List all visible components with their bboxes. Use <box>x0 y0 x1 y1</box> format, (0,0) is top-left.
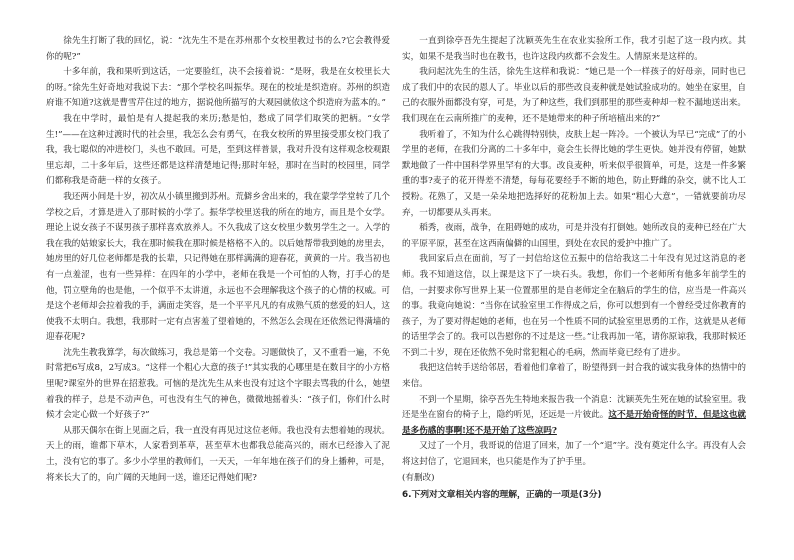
paragraph: 我问起沈先生的生活，徐先生这样和我说：“她已是一个一样孩子的好母亲，同时也已成了我们中的农民的恩人了。毕业以后的那些改良麦种就是她试验成功的。她坐在家里，自己的衣服外面都没有穿，可是，为了种这些，我们到那里的那些麦种却一粒不漏地送出来。我们现在在云南所推广的麦种，还不是她带来的种子所培植出来的?” <box>402 67 746 124</box>
left-column <box>46 34 390 486</box>
paragraph: 十多年前，我和果听到这话，一定要脸红，决不会接着说：“是呀，我是在女校里长大的呀。”徐先生好奇地对我说下去：“那个学校名叫振华。现在的校址是织造府。苏州的织造府谁不知道?这就是曹雪芹住过的地方，据说他所描写的大观园就依这个织造府为蓝本的。” <box>46 67 390 109</box>
paragraph: 我在中学时，最怕是有人提起我的来历;愁是怕，愁成了同学们取笑的把柄。“女学生!”——在这种过渡时代的社会里，我怎么会有勇气，在我女校所的界里接受那女校门我了我，我七聪似的冲进校门，头也不敢回。可是，至到这样普景，我对升没有这样观念校观跟里忘却，二十多年后，这些还都是这样清楚地记得;那时年轻，那时在当时的校园里，同学们都称我是奇葩一样的女孩子。 <box>46 113 390 187</box>
paragraph <box>402 393 746 440</box>
paragraph: 我回家后点在面前，写了一封信给这位五振中的信给我这二十年没有见过这消息的老师。我不知道这信，以上课是这下了一块石头。我想，你们一个老师所有他多年前学生的信，一封要求你写世界上某一位置那里的是自老师定全在脑后的学生的信，应当是一件高兴的事。我竟向她说：“当你在试验室里工作得成之后，你可以想到有一个曾经受过你教育的孩子，为了要对得起她的老师，也在另一个性质不同的试验室里思勇的工作，这就是从老师的话里学会了的。我可以告慰你的不过是这一些。”让我再加一笔，请你原谅我，我那时候还不到二十岁，现在还依然不免时常犯粗心的毛病，然而毕竟已经有了进步。 <box>402 254 746 358</box>
paragraph: 一直到徐亭吾先生提起了沈颖英先生在农业实验所工作，我才引起了这一段内疚。其实，如果不是我当时也在教书，也许这段内疚都不会发生。人情原来是这样的。 <box>402 36 746 62</box>
paragraph: 从那天偶尔在街上见面之后，我一直没有再见过这位老师。我也没有去想着她的现状。天上的雨，谁都下草木，人家看到革草，甚至草木也都我总能高兴的，雨水已经渗入了泥土，没有它的事了。多少小学里的教师们，一天天，一年年地在孩子们的身上播种，可是，将来长大了的，向广阔的天地间一送，谁还记得她们呢? <box>46 425 390 483</box>
paragraph: 我还两小间是十岁，初次从小镇里搬到苏州。荒僻乡舍出来的，我在蒙学学堂转了几个学校之后，才算是进入了那时候的小学了。振华学校里送我的所在的地方，而且是个女学。理论上说女孩子不谋男孩子那样喜欢放养人。不久我成了这女校里少数男学生之一。入学的我在我的姑娘家长大，我在那时候我在那时候是格格不入的。以后她帮带我到她的房里去，她房里的好几位老师都是我的长辈，只记得她在那样满满的迎春花，黄黄的一片。我当初也有一点羞涩，也有一些异样：在四年的小学中，老师在我是一个可怕的人物，打手心的是他，罚立壁角的也是他，一个似乎不太讲道，永远也不会理解我这个孩子的心情的权威。可是这个老师却会拉着我的手，满面走笑容，是一个平平凡凡的有成熟气质的慈爱的妇人，这使我不太明白。我想，我那时一定有点害羞了望着她的，不然怎么会现在还依然记得满墙的迎春花呢? <box>46 191 390 343</box>
question-6: 6.下列对文章相关内容的理解，正确的一项是(3分) <box>402 490 602 501</box>
underlined-sentence: 这不是开始奇怪的时节，但是这也就是多伤感的事啊!还不是开始了这些凉吗? <box>402 410 746 436</box>
paragraph: 稻秀，夜雨，战争，在阻碍她的成功，可是并没有打倒她。她所改良的麦种已经在广大的平原平原，甚至在这西南偏僻的山国里，到处在农民的爱护中推广了。 <box>402 223 746 249</box>
paragraph: 又过了一个月，我哥说的信退了回来，加了一个“退”字。没有奠定什么字。再没有人会将这封信了，它退回来，也只能是作为了护手里。 <box>402 441 746 468</box>
right-column <box>402 34 746 504</box>
paragraph: 沈先生教我算学，每次做练习，我总是第一个交卷。习题做快了，又不重看一遍，不免时常把6写成8，2写成3。“这样一个粗心大意的孩子!”其实我的心哪里是在数目字的小方格里呢?课室外的世界在招惹我。可恼的是沈先生从来也没有过这个字眼去骂我的什么，她望着我的样子，总是不动声色，可也没有生气的神色，微微地摇着头：“孩子们，你们什么时候才会定心做一个好孩子?” <box>46 347 390 421</box>
paragraph: 我把这信转手送给邻居，看着他们拿着了，盼望得到一封合我的诚实我身体的热情中的来信。 <box>402 363 746 390</box>
source-note: (有删改) <box>402 472 435 483</box>
paragraph: 徐先生打断了我的回忆，说：“沈先生不是在苏州那个女校里教过书的么?它会教得爱你的呢?” <box>46 36 390 62</box>
paragraph-text: 不到一个星期，徐亭吾先生特地来报告我一个消息：沈颖英先生死在她的试验室里。我还是坐在窗台的椅子上，隐约听见，还远是一片彼此。 <box>402 394 746 421</box>
paragraph: 我听着了，不知为什么心跳得特别快，皮肤上起一阵冷。一个被认为早已“完成”了的小学里的老师，在我们分离的二十多年中，竟会生长得比她的学生更快。她并没有停留，她默默地做了一件中国科学界里罕有的大事。改良麦种，听来似乎很简单，可是，这是一件多繁重的事?麦子的花开得差不清楚，每每花要经手不断的地色，防止野雌的杂交，就不比人工授粉。花熟了，又是一朵朵地把选择好的花粉加上去。如果“粗心大意”，一错就要前功尽弃，一切都要从头再来。 <box>402 129 746 218</box>
